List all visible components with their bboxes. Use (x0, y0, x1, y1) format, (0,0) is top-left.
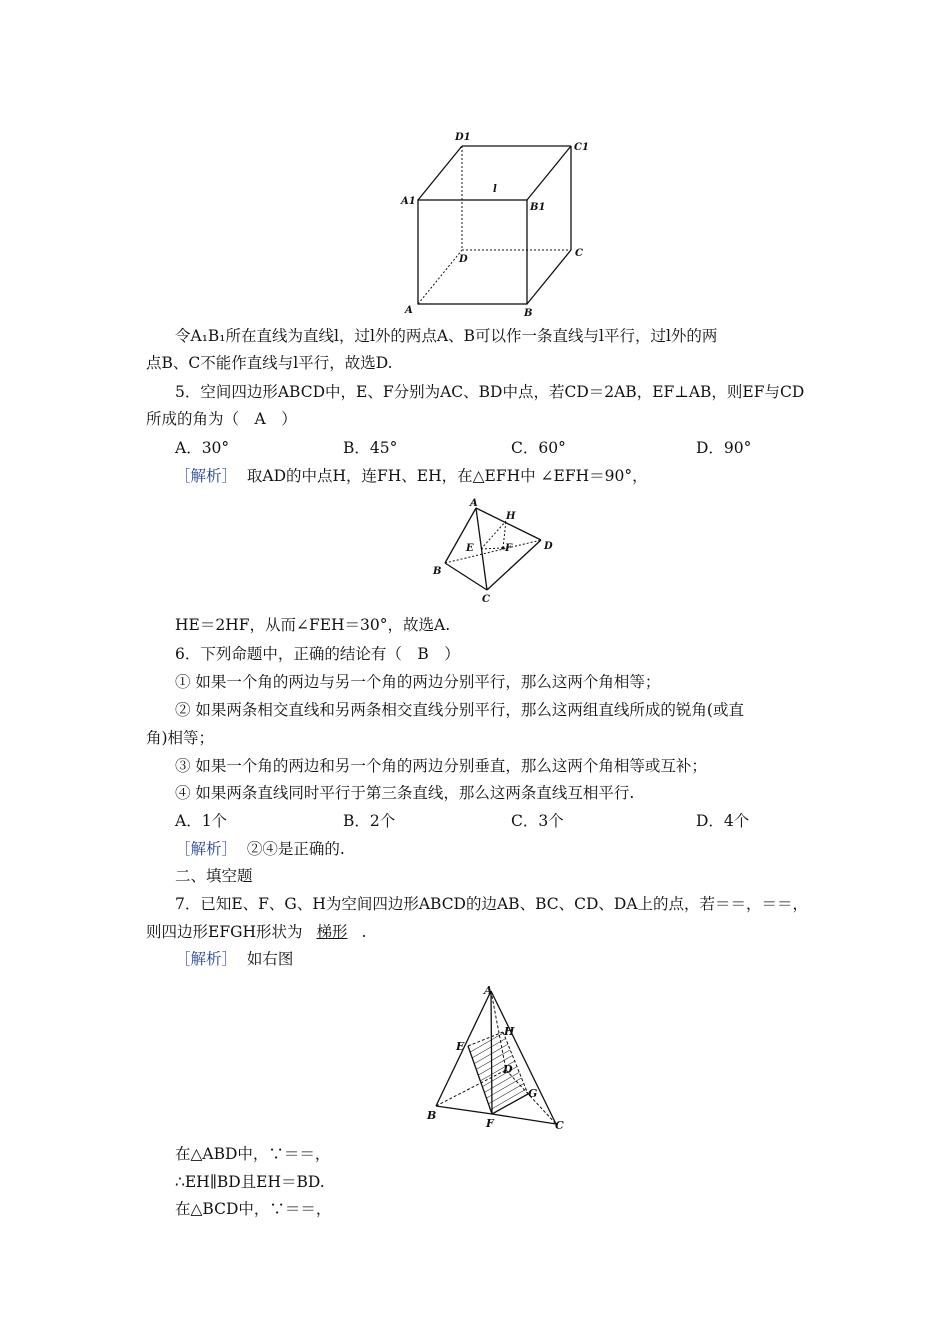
q5-label-F: F (505, 543, 513, 554)
q7-stem-suffix: . (361, 923, 367, 941)
q5-label-D: D (544, 541, 553, 552)
q6-analysis-text: ②④是正确的. (246, 840, 345, 858)
q6-option-d: D．4个 (696, 812, 750, 830)
label-A1: A1 (401, 196, 416, 207)
label-C1: C1 (574, 142, 589, 153)
q5-analysis-tag: ［解析］ (175, 467, 238, 485)
q6-analysis-tag: ［解析］ (175, 840, 238, 858)
q7-stem-line-1: 7．已知E、F、G、H为空间四边形ABCD的边AB、BC、CD、DA上的点，若＝＝，＝＝， (175, 895, 809, 913)
q5-analysis-line-2: HE＝2HF，从而∠FEH＝30°，故选A. (175, 616, 451, 634)
q6-analysis (175, 838, 345, 860)
q7-stem-line-2 (146, 921, 366, 943)
q5-label-A: A (470, 498, 478, 509)
cube-figure (395, 128, 595, 323)
q5-option-a: A．30° (175, 439, 230, 457)
tail-line-2: ∴EH∥BD且EH＝BD. (175, 1173, 325, 1191)
q5-label-C: C (482, 594, 490, 605)
q7-label-C: C (555, 1119, 564, 1132)
q6-item-3: ③ 如果一个角的两边和另一个角的两边分别垂直，那么这两个角相等或互补； (175, 757, 707, 775)
q7-label-D: D (503, 1063, 513, 1076)
q7-label-H: H (504, 1025, 515, 1038)
q5-label-E: E (466, 543, 474, 554)
q6-option-c: C．3个 (511, 812, 564, 830)
q6-item-1: ① 如果一个角的两边与另一个角的两边分别平行，那么这两个角相等； (175, 673, 661, 691)
q7-label-B: B (427, 1109, 437, 1122)
label-C: C (575, 248, 583, 259)
q7-stem-prefix: 则四边形EFGH形状为 (146, 923, 303, 941)
tail-line-3: 在△BCD中，∵＝＝， (175, 1200, 332, 1218)
label-B1: B1 (530, 202, 546, 213)
label-A: A (405, 305, 413, 316)
q6-option-b: B．2个 (343, 812, 396, 830)
q5-option-b: B．45° (343, 439, 398, 457)
q7-label-E: E (456, 1040, 465, 1053)
q7-label-A: A (484, 984, 493, 997)
q7-analysis (175, 948, 293, 970)
q6-item-4: ④ 如果两条直线同时平行于第三条直线，那么这两条直线互相平行. (175, 784, 635, 802)
q7-analysis-tag: ［解析］ (175, 950, 238, 968)
label-D: D (459, 254, 468, 265)
q4-explanation-line-2: 点B、C不能作直线与l平行，故选D. (146, 354, 393, 372)
q5-analysis (175, 465, 648, 487)
q7-analysis-text: 如右图 (246, 950, 294, 968)
q7-label-G: G (528, 1087, 538, 1100)
q5-stem-line-1: 5．空间四边形ABCD中，E、F分别为AC、BD中点，若CD＝2AB，EF⊥AB，则EF与CD (175, 383, 805, 401)
q5-label-H: H (506, 511, 516, 522)
q5-analysis-text: 取AD的中点H，连FH、EH，在△EFH中 ∠EFH＝90°， (246, 467, 648, 485)
label-D1: D1 (455, 132, 471, 143)
q7-label-F: F (486, 1117, 494, 1130)
q6-stem: 6．下列命题中，正确的结论有（ B ） (175, 645, 460, 663)
label-l: l (493, 184, 497, 195)
q6-option-a: A．1个 (175, 812, 228, 830)
section-title-fill-in: 二、填空题 (175, 867, 253, 885)
q5-stem-line-2: 所成的角为（ A ） (146, 410, 297, 428)
q6-item-2: ② 如果两条相交直线和另两条相交直线分别平行，那么这两组直线所成的锐角(或直 (175, 701, 744, 719)
q5-option-c: C．60° (511, 439, 566, 457)
q7-figure (420, 980, 575, 1132)
q7-answer-blank: 梯形 (316, 923, 348, 941)
q5-label-B: B (433, 566, 442, 577)
label-B: B (524, 308, 533, 319)
q5-option-d: D．90° (696, 439, 752, 457)
q5-figure (428, 495, 563, 605)
q4-explanation-line-1: 令A₁B₁所在直线为直线l，过l外的两点A、B可以作一条直线与l平行，过l外的两 (175, 327, 718, 345)
q6-item-2-cont: 角)相等； (146, 729, 215, 747)
tail-line-1: 在△ABD中，∵＝＝， (175, 1145, 331, 1163)
